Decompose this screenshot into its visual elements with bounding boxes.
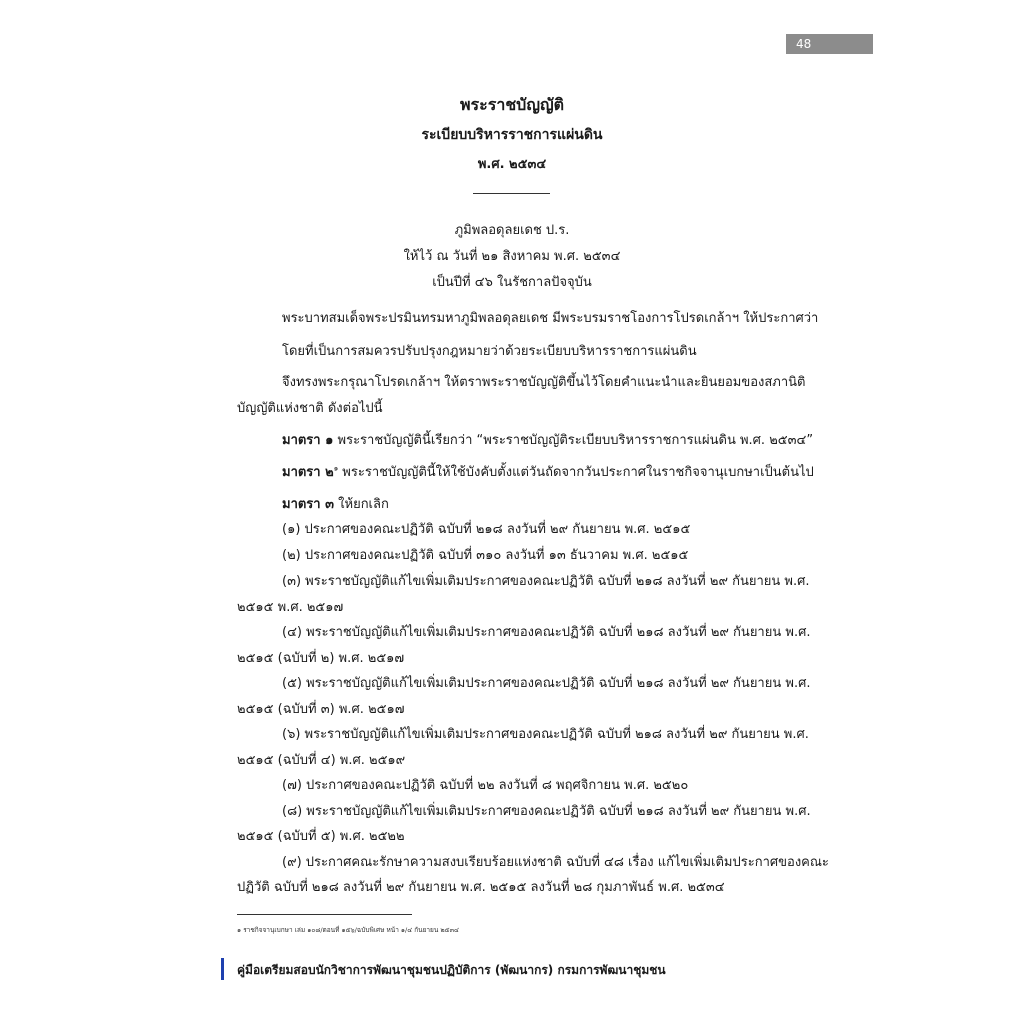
section-2-footnote-ref: ๑ — [333, 464, 339, 473]
list-item-4-line-1: (๔) พระราชบัญญัติแก้ไขเพิ่มเติมประกาศของคณะปฏิวัติ ฉบับที่ ๒๑๘ ลงวันที่ ๒๙ กันยายน พ.ศ. — [282, 625, 811, 640]
act-year: พ.ศ. ๒๕๓๔ — [477, 157, 547, 172]
list-item-8-line-2: ๒๕๑๕ (ฉบับที่ ๕) พ.ศ. ๒๕๒๒ — [237, 829, 405, 844]
reign-year: เป็นปีที่ ๔๖ ในรัชกาลปัจจุบัน — [432, 275, 592, 290]
given-date: ให้ไว้ ณ วันที่ ๒๑ สิงหาคม พ.ศ. ๒๕๓๔ — [403, 249, 621, 264]
list-item-2: (๒) ประกาศของคณะปฏิวัติ ฉบับที่ ๓๑๐ ลงวันที่ ๑๓ ธันวาคม พ.ศ. ๒๕๑๕ — [282, 548, 689, 563]
list-item-1: (๑) ประกาศของคณะปฏิวัติ ฉบับที่ ๒๑๘ ลงวันที่ ๒๙ กันยายน พ.ศ. ๒๕๑๕ — [282, 522, 691, 537]
section-1-text: พระราชบัญญัตินี้เรียกว่า “พระราชบัญญัติระเบียบบริหารราชการแผ่นดิน พ.ศ. ๒๕๓๔” — [337, 433, 814, 448]
royal-signature: ภูมิพลอดุลยเดช ป.ร. — [454, 223, 570, 238]
list-item-5-line-2: ๒๕๑๕ (ฉบับที่ ๓) พ.ศ. ๒๕๑๗ — [237, 702, 405, 717]
preamble-paragraph-3-line-2: บัญญัติแห่งชาติ ดังต่อไปนี้ — [237, 401, 383, 416]
footnote-divider — [237, 914, 412, 915]
section-1 — [282, 429, 813, 450]
list-item-6-line-1: (๖) พระราชบัญญัติแก้ไขเพิ่มเติมประกาศของคณะปฏิวัติ ฉบับที่ ๒๑๘ ลงวันที่ ๒๙ กันยายน พ.ศ. — [282, 727, 809, 742]
page-number: 48 — [786, 34, 873, 54]
section-3 — [282, 493, 389, 514]
section-2 — [282, 461, 814, 482]
list-item-9-line-1: (๙) ประกาศคณะรักษาความสงบเรียบร้อยแห่งชาติ ฉบับที่ ๔๘ เรื่อง แก้ไขเพิ่มเติมประกาศของคณะ — [282, 855, 829, 870]
section-1-label: มาตรา ๑ — [282, 433, 334, 448]
act-subtitle: ระเบียบบริหารราชการแผ่นดิน — [421, 127, 603, 143]
section-2-label: มาตรา ๒ — [282, 465, 334, 480]
act-title: พระราชบัญญัติ — [460, 95, 564, 114]
list-item-3-line-2: ๒๕๑๕ พ.ศ. ๒๕๑๗ — [237, 600, 344, 615]
list-item-7: (๗) ประกาศของคณะปฏิวัติ ฉบับที่ ๒๒ ลงวันที่ ๘ พฤศจิกายน พ.ศ. ๒๕๒๐ — [282, 778, 689, 793]
footer-accent-bar — [221, 958, 224, 980]
section-3-label: มาตรา ๓ — [282, 497, 335, 512]
preamble-paragraph-3-line-1: จึงทรงพระกรุณาโปรดเกล้าฯ ให้ตราพระราชบัญญัติขึ้นไว้โดยคำแนะนำและยินยอมของสภานิติ — [282, 375, 806, 390]
section-3-text: ให้ยกเลิก — [338, 497, 389, 512]
list-item-8-line-1: (๘) พระราชบัญญัติแก้ไขเพิ่มเติมประกาศของคณะปฏิวัติ ฉบับที่ ๒๑๘ ลงวันที่ ๒๙ กันยายน พ.ศ. — [282, 804, 811, 819]
list-item-4-line-2: ๒๕๑๕ (ฉบับที่ ๒) พ.ศ. ๒๕๑๗ — [237, 651, 405, 666]
list-item-5-line-1: (๕) พระราชบัญญัติแก้ไขเพิ่มเติมประกาศของคณะปฏิวัติ ฉบับที่ ๒๑๘ ลงวันที่ ๒๙ กันยายน พ.ศ. — [282, 676, 811, 691]
list-item-6-line-2: ๒๕๑๕ (ฉบับที่ ๔) พ.ศ. ๒๕๑๙ — [237, 753, 406, 768]
list-item-3-line-1: (๓) พระราชบัญญัติแก้ไขเพิ่มเติมประกาศของคณะปฏิวัติ ฉบับที่ ๒๑๘ ลงวันที่ ๒๙ กันยายน พ.ศ. — [282, 574, 810, 589]
title-divider — [473, 193, 550, 194]
preamble-paragraph-1: พระบาทสมเด็จพระปรมินทรมหาภูมิพลอดุลยเดช มีพระบรมราชโองการโปรดเกล้าฯ ให้ประกาศว่า — [282, 311, 819, 326]
footer-title: คู่มือเตรียมสอบนักวิชาการพัฒนาชุมชนปฏิบัติการ (พัฒนากร) กรมการพัฒนาชุมชน — [237, 963, 666, 977]
preamble-paragraph-2: โดยที่เป็นการสมควรปรับปรุงกฎหมายว่าด้วยระเบียบบริหารราชการแผ่นดิน — [282, 344, 697, 359]
footnote: ๑ ราชกิจจานุเบกษา เล่ม ๑๐๘/ตอนที่ ๑๕๖/ฉบับพิเศษ หน้า ๑/๔ กันยายน ๒๕๓๔ — [237, 926, 459, 934]
list-item-9-line-2: ปฏิวัติ ฉบับที่ ๒๑๘ ลงวันที่ ๒๙ กันยายน พ.ศ. ๒๕๑๕ ลงวันที่ ๒๘ กุมภาพันธ์ พ.ศ. ๒๕๓๔ — [237, 880, 725, 895]
section-2-text: พระราชบัญญัตินี้ให้ใช้บังคับตั้งแต่วันถัดจากวันประกาศในราชกิจจานุเบกษาเป็นต้นไป — [342, 465, 814, 480]
